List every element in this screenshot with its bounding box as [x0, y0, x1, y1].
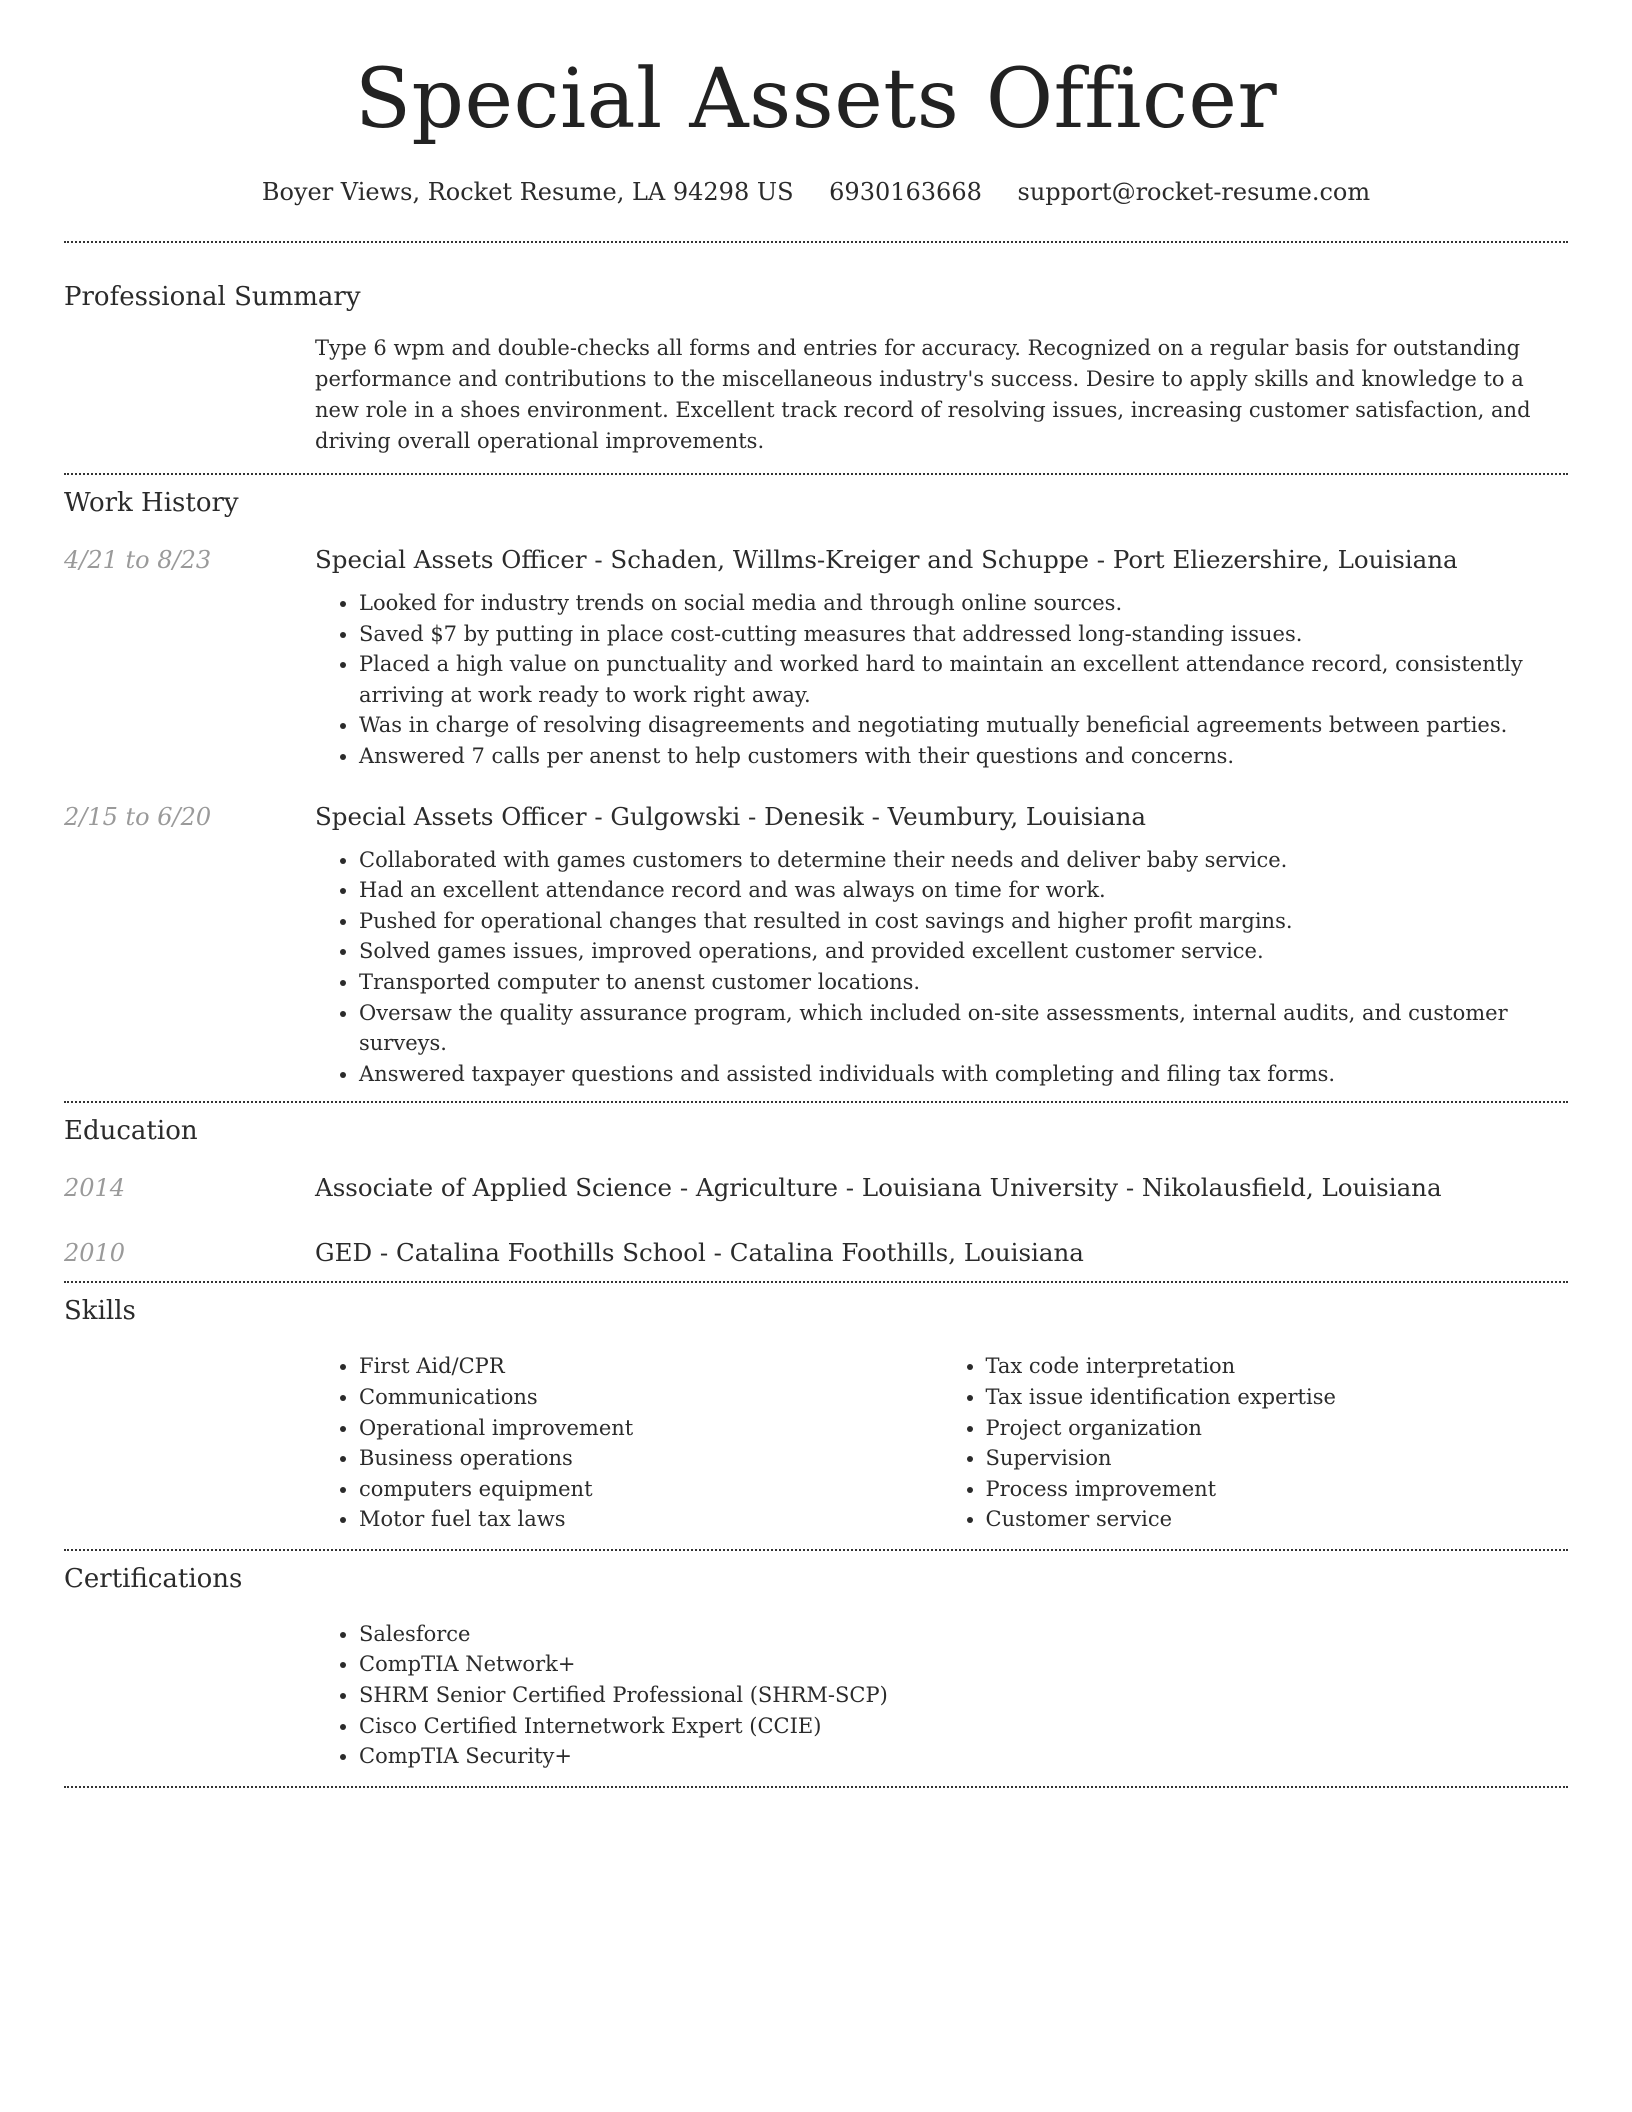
list-item: • Answered 7 calls per anenst to help customers with their questions and concerns.	[359, 741, 1568, 772]
divider	[64, 1786, 1568, 1788]
certifications-list	[315, 1619, 1568, 1772]
list-item: • Saved $7 by putting in place cost-cutting measures that addressed long-standing issues.	[359, 619, 1568, 650]
summary-text: Type 6 wpm and double-checks all forms and entries for accuracy. Recognized on a regular basis for outstanding performance and contributions to the miscellaneous industry's success. Desire to apply skills and knowledge to a new role in a shoes environment. Excellent track record of resolving issues, increasing customer satisfaction, and driving overall operational improvements.	[315, 336, 1531, 453]
resume-name: Special Assets Officer	[354, 52, 1278, 147]
list-item: • Oversaw the quality assurance program, which included on-site assessments, internal audits, and customer surveys.	[359, 998, 1568, 1059]
list-item: • Customer service	[986, 1504, 1569, 1535]
list-item: • Collaborated with games customers to determine their needs and deliver baby service.	[359, 845, 1568, 876]
contact-address: Boyer Views, Rocket Resume, LA 94298 US	[261, 178, 794, 206]
list-item: • Business operations	[359, 1443, 942, 1474]
list-item: • Operational improvement	[359, 1413, 942, 1444]
list-item: • SHRM Senior Certified Professional (SHRM-SCP)	[359, 1680, 1568, 1711]
divider	[64, 1101, 1568, 1103]
list-item: • Salesforce	[359, 1619, 1568, 1650]
divider	[64, 1549, 1568, 1551]
divider	[64, 241, 1568, 243]
list-item: • Communications	[359, 1382, 942, 1413]
skills-list	[315, 1351, 1568, 1535]
list-item: • Tax code interpretation	[986, 1351, 1569, 1382]
contact-email: support@rocket-resume.com	[1017, 178, 1371, 206]
job-bullets	[315, 588, 1568, 772]
section-title-summary: Professional Summary	[64, 282, 361, 312]
contact-line	[64, 176, 1568, 208]
skills-column-left	[315, 1351, 942, 1535]
contact-phone: 6930163668	[829, 178, 982, 206]
divider	[64, 473, 1568, 475]
list-item: • Answered taxpayer questions and assisted individuals with completing and filing tax forms.	[359, 1059, 1568, 1090]
list-item: • Pushed for operational changes that resulted in cost savings and higher profit margins.	[359, 906, 1568, 937]
list-item: • Looked for industry trends on social media and through online sources.	[359, 588, 1568, 619]
section-title-education: Education	[64, 1116, 198, 1147]
list-item: • Motor fuel tax laws	[359, 1504, 942, 1535]
list-item: • Placed a high value on punctuality and worked hard to maintain an excellent attendance record, consistently arriving at work ready to work right away.	[359, 649, 1568, 710]
job-entry	[64, 802, 1568, 1090]
list-item: • Project organization	[986, 1413, 1569, 1444]
education-text: GED - Catalina Foothills School - Catalina Foothills, Louisiana	[315, 1238, 1084, 1268]
education-entry	[64, 1173, 1568, 1202]
list-item: • computers equipment	[359, 1474, 942, 1505]
list-item: • Process improvement	[986, 1474, 1569, 1505]
job-bullets	[315, 845, 1568, 1090]
divider	[64, 1281, 1568, 1283]
list-item: • Transported computer to anenst customer locations.	[359, 967, 1568, 998]
skills-column-right	[942, 1351, 1569, 1535]
list-item: • Cisco Certified Internetwork Expert (CCIE)	[359, 1711, 1568, 1742]
job-dates: 2/15 to 6/20	[64, 802, 212, 831]
job-entry	[64, 545, 1568, 772]
section-title-certifications: Certifications	[64, 1563, 243, 1594]
list-item: • First Aid/CPR	[359, 1351, 942, 1382]
job-heading: Special Assets Officer - Gulgowski - Denesik - Veumbury, Louisiana	[315, 801, 1146, 831]
list-item: • CompTIA Network+	[359, 1649, 1568, 1680]
list-item: • CompTIA Security+	[359, 1741, 1568, 1772]
education-year: 2014	[64, 1174, 126, 1203]
section-title-skills: Skills	[64, 1296, 136, 1327]
list-item: • Supervision	[986, 1443, 1569, 1474]
job-dates: 4/21 to 8/23	[64, 546, 212, 574]
list-item: • Was in charge of resolving disagreements and negotiating mutually beneficial agreements between parties.	[359, 710, 1568, 741]
education-year: 2010	[64, 1239, 126, 1268]
education-text: Associate of Applied Science - Agriculture - Louisiana University - Nikolausfield, Louisiana	[315, 1173, 1442, 1203]
section-title-work: Work History	[64, 488, 239, 518]
list-item: • Solved games issues, improved operations, and provided excellent customer service.	[359, 936, 1568, 967]
education-entry	[64, 1238, 1568, 1267]
list-item: • Tax issue identification expertise	[986, 1382, 1569, 1413]
list-item: • Had an excellent attendance record and was always on time for work.	[359, 875, 1568, 906]
job-heading: Special Assets Officer - Schaden, Willms-Kreiger and Schuppe - Port Eliezershire, Louisiana	[315, 545, 1458, 574]
